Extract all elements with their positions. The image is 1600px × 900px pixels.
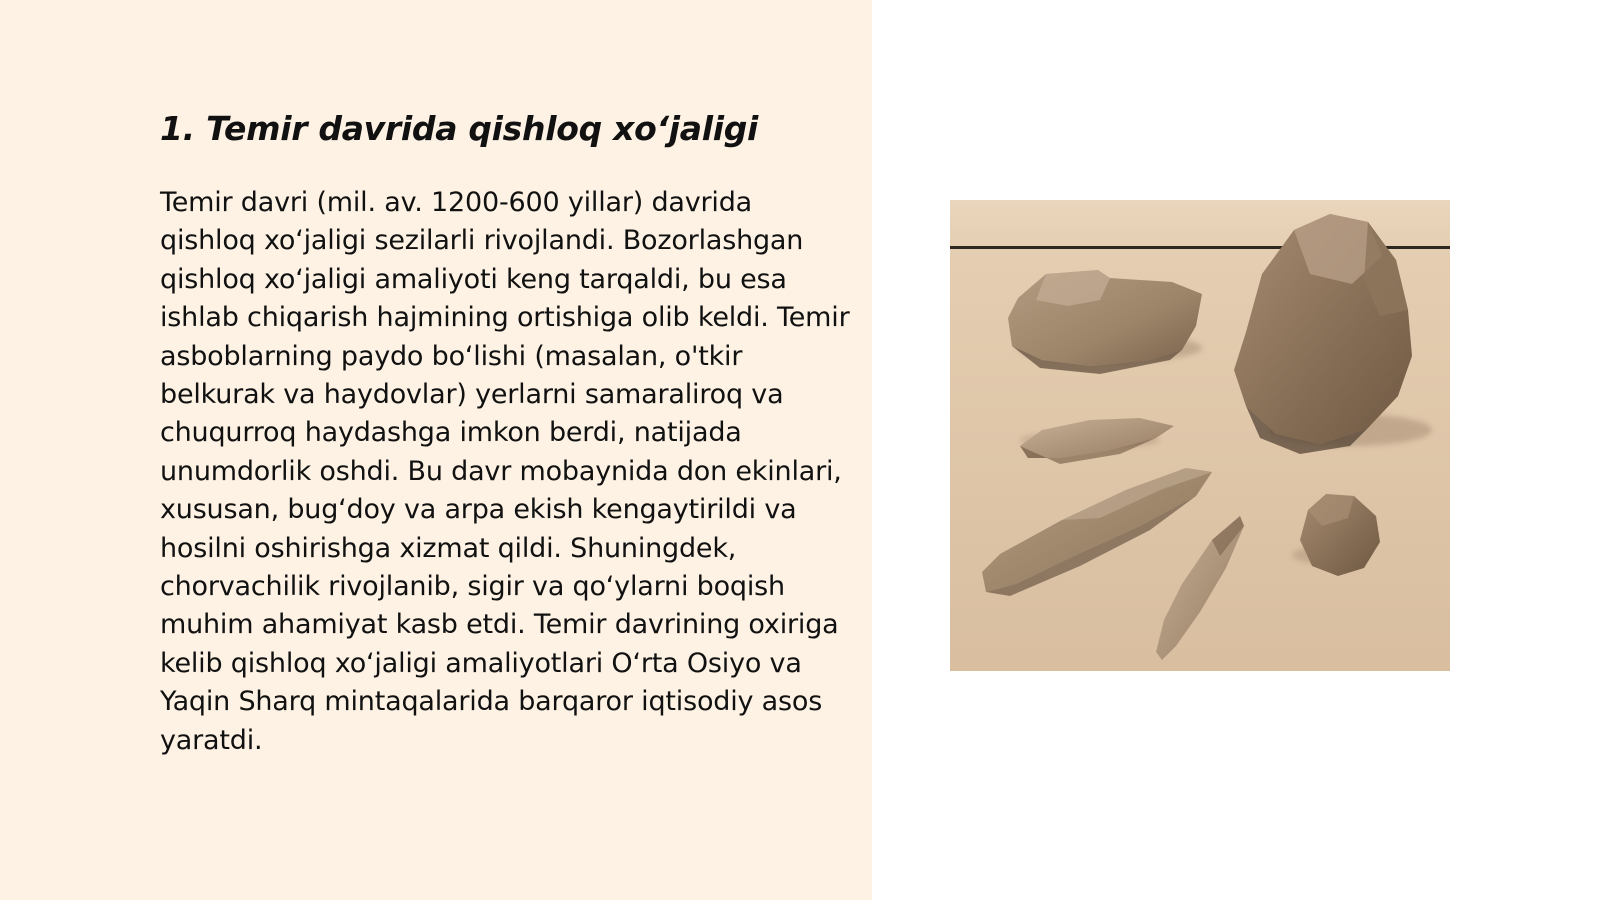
stone-tools-illustration <box>950 200 1450 671</box>
slide-body-text: Temir davri (mil. av. 1200-600 yillar) davrida qishloq xo‘jaligi sezilarli rivojlandi. Bozorlashgan qishloq xo‘jaligi amaliyoti keng tarqaldi, bu esa ishlab chiqarish hajmining ortishiga olib keldi. Temir asboblarning paydo bo‘lishi (masalan, o'tkir belkurak va haydovlar) yerlarni samaraliroq va chuqurroq haydashga imkon berdi, natijada unumdorlik oshdi. Bu davr mobaynida don ekinlari, xususan, bug‘doy va arpa ekish kengaytirildi va hosilni oshirishga xizmat qildi. Shuningdek, chorvachilik rivojlanib, sigir va qo‘ylarni boqish muhim ahamiyat kasb etdi. Temir davrining oxiriga kelib qishloq xo‘jaligi amaliyotlari O‘rta Osiyo va Yaqin Sharq mintaqalarida barqaror iqtisodiy asos yaratdi. <box>160 187 850 756</box>
stone-tools-photo <box>950 200 1450 671</box>
slide-title: 1. Temir davrida qishloq xo‘jaligi <box>160 109 759 148</box>
